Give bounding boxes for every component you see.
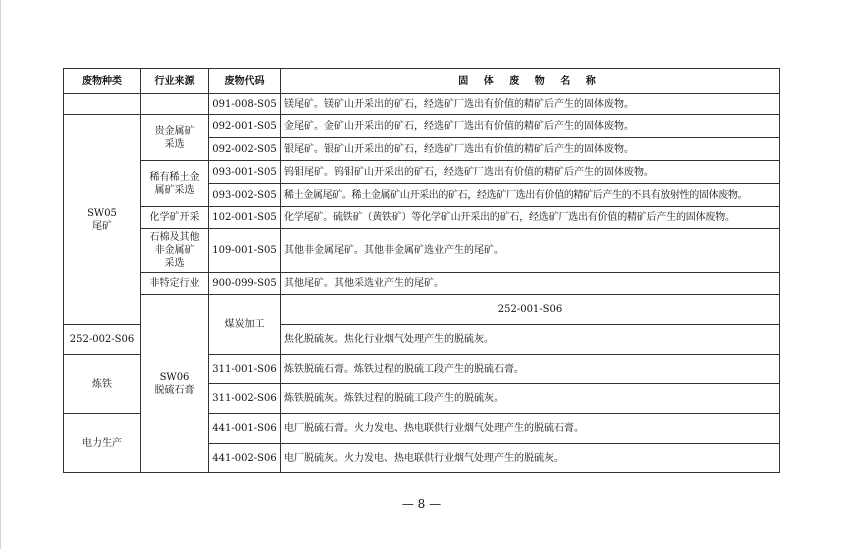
header-industry-source: 行业来源 [141,69,209,94]
waste-description: 其他非金属尾矿。其他非金属矿选业产生的尾矿。 [281,229,780,273]
waste-code: 092-002-S05 [209,138,281,161]
waste-type-label: SW05 尾矿 [87,207,117,232]
waste-description: 炼铁脱硫石膏。炼铁过程的脱硫工段产生的脱硫石膏。 [281,355,780,384]
waste-code: 311-002-S06 [209,384,281,414]
waste-code: 252-002-S06 [64,325,141,355]
header-waste-type: 废物种类 [64,69,141,94]
waste-type-label: SW06 脱硫石膏 [154,371,195,396]
waste-description: 镁尾矿。镁矿山开采出的矿石，经选矿厂选出有价值的精矿后产生的固体废物。 [281,94,780,115]
waste-code: 900-099-S05 [209,273,281,295]
waste-code: 109-001-S05 [209,229,281,273]
industry-power-generation [64,414,141,473]
waste-type-sw06 [141,295,209,473]
waste-description: 其他尾矿。其他采选业产生的尾矿。 [281,273,780,295]
waste-description: 金尾矿。金矿山开采出的矿石，经选矿厂选出有价值的精矿后产生的固体废物。 [281,115,780,138]
waste-code: 252-001-S06 [281,295,780,325]
table-row [64,115,780,138]
industry-asbestos-nonmetal [141,229,209,273]
industry-label: 贵金属矿 采选 [154,125,195,150]
industry-label: 电力生产 [82,437,122,449]
waste-description: 银尾矿。银矿山开采出的矿石，经选矿厂选出有价值的精矿后产生的固体废物。 [281,138,780,161]
waste-code: 311-001-S06 [209,355,281,384]
industry-coal-processing [209,295,281,355]
waste-description: 炼铁脱硫灰。炼铁过程的脱硫工段产生的脱硫灰。 [281,384,780,414]
waste-code: 093-002-S05 [209,184,281,207]
waste-description: 电厂脱硫灰。火力发电、热电联供行业烟气处理产生的脱硫灰。 [281,444,780,473]
waste-description: 稀土金属尾矿。稀土金属矿山开采出的矿石，经选矿厂选出有价值的精矿后产生的不具有放射性的固体废物。 [281,184,780,207]
waste-code: 093-001-S05 [209,161,281,184]
header-waste-name: 固 体 废 物 名 称 [281,69,780,94]
table-row [64,229,780,273]
table-row [64,94,780,115]
table-row [64,161,780,184]
industry-label: 稀有稀土金 属矿采选 [149,171,200,196]
industry-iron-smelting [64,355,141,414]
industry-unspecified [141,273,209,295]
table-header-row [64,69,780,94]
table-row [64,295,780,325]
waste-description: 钨钼尾矿。钨钼矿山开采出的矿石，经选矿厂选出有价值的精矿后产生的固体废物。 [281,161,780,184]
waste-code: 441-002-S06 [209,444,281,473]
industry-label: 石棉及其他 非金属矿 采选 [149,232,200,269]
industry-label: 化学矿开采 [149,212,200,223]
table-row [64,207,780,229]
waste-description: 焦化脱硫灰。焦化行业烟气处理产生的脱硫灰。 [281,325,780,355]
industry-label: 炼铁 [92,378,112,390]
waste-description: 电厂脱硫石膏。火力发电、热电联供行业烟气处理产生的脱硫石膏。 [281,414,780,444]
industry-chemical [141,207,209,229]
header-waste-code: 废物代码 [209,69,281,94]
industry-precious-metal [141,115,209,161]
industry-label: 非特定行业 [149,278,200,289]
empty-type-cell [64,94,141,115]
page-number: — 8 — [401,497,442,511]
waste-type-sw05 [64,115,141,325]
waste-table [63,68,780,473]
table-row [64,273,780,295]
industry-label: 煤炭加工 [224,319,265,330]
empty-industry-cell [141,94,209,115]
waste-code: 091-008-S05 [209,94,281,115]
waste-code: 102-001-S05 [209,207,281,229]
waste-code: 092-001-S05 [209,115,281,138]
waste-description: 化学尾矿。硫铁矿（黄铁矿）等化学矿山开采出的矿石，经选矿厂选出有价值的精矿后产生的固体废物。 [281,207,780,229]
waste-code: 441-001-S06 [209,414,281,444]
industry-rare-earth [141,161,209,207]
